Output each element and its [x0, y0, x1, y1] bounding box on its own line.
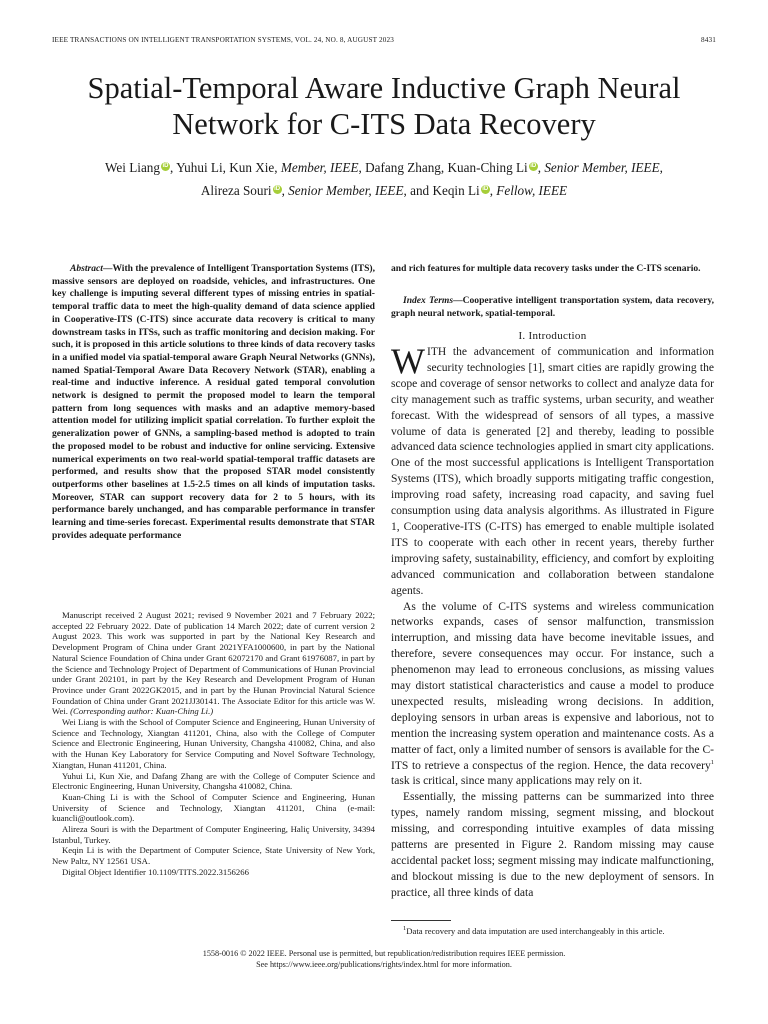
affiliation-note: Alireza Souri is with the Department of Computer Engineering, Haliç University, 34394 Istanbul, Turkey.: [52, 824, 375, 845]
author-name: , Dafang Zhang, Kuan-Ching Li: [358, 160, 528, 175]
author-name: , and Keqin Li: [403, 183, 480, 198]
paragraph-text: ITH the advancement of communication and information security technologies [1], smart cities are rapidly growing the scope and coverage of sensor networks to collect and analyze data for city management such as traffic systems, urban security, and weather forecast. With the widespread of sensors of all types, a massive volume of data is generated [2] and thereby, leading to possible advanced data science technologies applied in smart city applications. One of the most successful applications is Intelligent Transportation Systems (ITS), which broadly supports mitigating traffic congestion, improving road safety, increasing road capacity, and saving fuel consumption using data analysis algorithms. As illustrated in Figure 1, Cooperative-ITS (C-ITS) has emerged to enable multiple isolated ITS to cooperate with each other in recent years, thereby further improving safety, sustainability, efficiency, and comfort by exploiting advanced communication and collaboration between standalone agents.: [391, 346, 714, 597]
abstract: Abstract—With the prevalence of Intelligent Transportation Systems (ITS), massive sensors are deployed on roadside, vehicles, and infrastructures. One key challenge is imputing several different types of missing entries in spatial-temporal traffic data to meet the high-quality demand of data science applied in Cooperative-ITS (C-ITS) since accurate data recovery is critical to many downstream tasks in ITSs, such as traffic monitoring and decision making. For such, it is proposed in this article solutions to three kinds of data recovery tasks in a unified model via spatial-temporal aware Graph Neural Networks (GNNs), named Spatial-Temporal Aware Data Recovery Network (STAR), enabling a real-time and inductive inference. A residual gated temporal convolution network is designed to permit the proposed model to learn the temporal pattern from long sequences with masks and an adaptive memory-based attention model for utilizing implicit spatial correlation. To further exploit the generalization power of GNNs, a sampling-based method is adopted to train the proposed model to be robust and inductive for online servicing. Extensive numerical experiments on two real-world spatial-temporal traffic datasets are performed, and results show that the proposed STAR model consistently outperforms other baselines at 1.5-2.5 times on all kinds of imputation tasks. Moreover, STAR can support recovery data for 2 to 5 hours, with its performance barely unchanged, and has comparable performance in transfer learning and time-series forecast. Experimental results demonstrate that STAR provides adequate performance: [52, 263, 375, 541]
footnote-marker[interactable]: 1: [710, 758, 714, 766]
paper-title: Spatial-Temporal Aware Inductive Graph Neural Network for C-ITS Data Recovery: [87, 71, 681, 141]
author-role: Senior Member, IEEE: [544, 160, 660, 175]
affiliation-note: Yuhui Li, Kun Xie, and Dafang Zhang are with the College of Computer Science and Electronic Engineering, Hunan University, Changsha 410082, China.: [52, 770, 375, 792]
page-number: 8431: [701, 36, 716, 44]
corresponding-author: (Corresponding author: Kuan-Ching Li.): [70, 706, 214, 717]
copyright-notice: [52, 948, 716, 970]
orcid-icon[interactable]: iD: [162, 163, 169, 169]
author-name: , Yuhui Li, Kun Xie,: [170, 160, 281, 175]
journal-name: IEEE TRANSACTIONS ON INTELLIGENT TRANSPORTATION SYSTEMS, VOL. 24, NO. 8, AUGUST 2023: [52, 36, 394, 44]
author-role: Member, IEEE: [280, 160, 359, 175]
index-terms-text: Cooperative intelligent transportation system, data recovery, graph neural network, spatial-temporal.: [391, 295, 714, 319]
abstract-continuation: and rich features for multiple data recovery tasks under the C-ITS scenario.: [391, 263, 701, 274]
doi-note[interactable]: Digital Object Identifier 10.1109/TITS.2022.3156266: [62, 866, 249, 877]
footnote-text: Data recovery and data imputation are used interchangeably in this article.: [406, 926, 665, 936]
drop-cap: W: [391, 341, 425, 381]
paragraph-text: task is critical, since many applications may rely on it.: [391, 775, 643, 788]
manuscript-text: Manuscript received 2 August 2021; revised 9 November 2021 and 7 February 2022; accepted 22 February 2022. Date of publication 14 March 2022; date of current version 2 August 2023. This work was supported in part by the National Key Research and Development Program of China under Grant 2021YFA1000600, in part by the National Natural Science Foundation of China under Grant 62072170 and Grant 61976087, in part by the Science and Technology Project of Department of Communications of Hunan Provincial under Grant 202101, in part by the Key Research and Development Program of Hunan Province under Grant 2022GK2015, and in part by the Hunan Provincial Natural Science Foundation of China under Grant 2021JJ30141. The Associate Editor for this article was W. Wei.: [52, 610, 375, 717]
abstract-text: With the prevalence of Intelligent Transportation Systems (ITS), massive sensors are deployed on roadside, vehicles, and infrastructures. One key challenge is imputing several different types of missing entries in spatial-temporal traffic data to meet the high-quality demand of data science applied in Cooperative-ITS (C-ITS) since accurate data recovery is critical to many downstream tasks in ITSs, such as traffic monitoring and decision making. For such, it is proposed in this article solutions to three kinds of data recovery tasks in a unified model via spatial-temporal aware Graph Neural Networks (GNNs), named Spatial-Temporal Aware Data Recovery Network (STAR), enabling a real-time and inductive inference. A residual gated temporal convolution network is designed to permit the proposed model to learn the temporal pattern from long sequences with masks and an adaptive memory-based attention model for utilizing implicit spatial correlation. To further exploit the generalization power of GNNs, a sampling-based method is adopted to train the proposed model to be robust and inductive for online servicing. Extensive numerical experiments on two real-world spatial-temporal traffic datasets are performed, and results show that the proposed STAR model consistently outperforms other baselines at 1.5-2.5 times on all kinds of imputation tasks. Moreover, STAR can support recovery data for 2 to 5 hours, with its performance barely unchanged, and has comparable performance in transfer learning and time-series forecast. Experimental results demonstrate that STAR provides adequate performance: [52, 263, 375, 541]
author-name: Alireza Souri: [200, 183, 272, 198]
orcid-icon[interactable]: iD: [482, 186, 489, 192]
footnotes: [52, 610, 375, 878]
footnote: [391, 926, 714, 937]
footnote-rule: [391, 920, 451, 921]
author-role: Fellow, IEEE: [496, 183, 568, 198]
author-name: Wei Liang: [105, 160, 160, 175]
section-heading: I. Introduction: [518, 330, 587, 342]
copyright-link[interactable]: See https://www.ieee.org/publications/rights/index.html for more information.: [256, 960, 512, 969]
affiliation-note: Wei Liang is with the School of Computer Science and Engineering, Hunan University of Science and Technology, Xiangtan 411201, China, also with the College of Computer Science and Electronic Engineering, Hunan University, Changsha 410082, China, and also with the Hunan Key Laboratory for Service Computing and Novel Software Technology, Xiangtan, Hunan 411201, China.: [52, 717, 375, 770]
affiliation-note: Keqin Li is with the Department of Computer Science, State University of New York, New Paltz, NY 12561 USA.: [52, 845, 375, 867]
index-terms: Index Terms—Cooperative intelligent transportation system, data recovery, graph neural network, spatial-temporal.: [391, 295, 714, 319]
abstract-label: Abstract: [70, 263, 103, 274]
introduction-body: [391, 341, 714, 902]
paragraph-text: As the volume of C-ITS systems and wireless communication networks expands, cases of sensor malfunction, transmission interruption, and missing data have become inevitable issues, and therefore, severe consequences may occur. For instance, such a phenomenon may lead to erroneous conclusions, as missing values may distort statistical characteristics and cause a model to produce unexpected results, misleading wrong decisions. In addition, deploying sensors in urban areas is expensive and laborious, not to mention the increasing system operation and maintenance costs. As a matter of fact, only a limited number of sensors is available for the C-ITS to retrieve a conspectus of the region. Hence, the data recovery: [391, 600, 714, 772]
index-terms-label: Index Terms: [403, 295, 454, 306]
orcid-icon[interactable]: iD: [530, 163, 537, 169]
footnote-marker: 1: [403, 925, 407, 933]
copyright-line: 1558-0016 © 2022 IEEE. Personal use is permitted, but republication/redistribution requires IEEE permission.: [202, 949, 566, 958]
running-head: [52, 36, 716, 48]
author-role: Senior Member, IEEE: [288, 183, 404, 198]
affiliation-note: Kuan-Ching Li is with the School of Computer Science and Engineering, Hunan University of Science and Technology, Xiangtan 411201, China (e-mail: kuancli@outlook.com).: [52, 791, 375, 824]
manuscript-note: [52, 610, 375, 717]
orcid-icon[interactable]: iD: [274, 186, 281, 192]
paragraph: [391, 341, 714, 600]
author-list: Wei Liang iD , Yuhui Li, Kun Xie, Member, IEEE, Dafang Zhang, Kuan-Ching Li iD , Senior Member, IEEE, Alireza Souri iD , Senior Member, IEEE, and Keqin Li iD , Fellow, IEEE: [105, 160, 663, 198]
paragraph: Essentially, the missing patterns can be summarized into three types, namely random missing, segment missing, and blockout missing, and corresponding intuitive examples of data missing patterns are presented in Figure 2. Random missing may cause accidental packet loss; segment missing may indicate malfunctioning, and blockout missing is due to the new deployment of sensors. In practice, all three kinds of data: [391, 791, 714, 899]
paragraph: [391, 600, 714, 791]
